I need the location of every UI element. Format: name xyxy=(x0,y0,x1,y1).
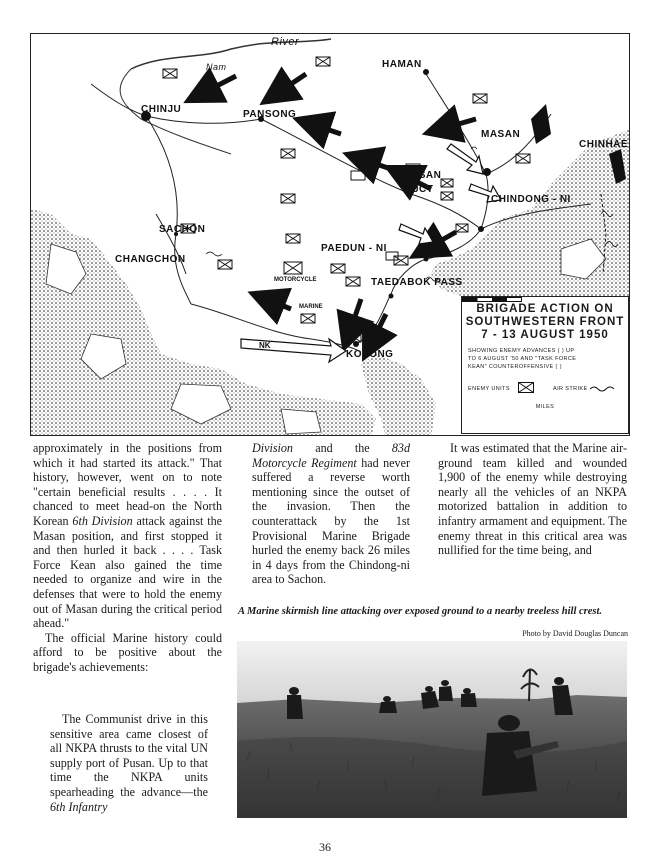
page-number: 36 xyxy=(319,840,331,854)
haman-label: HAMAN xyxy=(382,59,422,70)
map-legend xyxy=(461,296,629,434)
river-label: River xyxy=(271,36,300,48)
kosong-label: KOSONG xyxy=(346,349,394,360)
photo-caption: A Marine skirmish line attacking over exposed ground to a nearby treeless hill crest. xyxy=(238,606,603,617)
text-column-1 xyxy=(33,441,222,675)
photo-credit: Photo by David Douglas Duncan xyxy=(522,629,628,638)
legend-air-strike: AIR STRIKE xyxy=(553,386,588,392)
tosan-label: TOSAN xyxy=(404,170,442,181)
scale-bar xyxy=(462,297,522,303)
paragraph: approximately in the positions from which it had started its attack." That history, however, went on to note "certain beneficial results . . . . It chanced to meet head-on the North Korean 6th Division attack against the Masan position, and first stopped it and then hurled it back . . . . Task Force Kean also gained the time needed to organize and wire in the defenses that were to hold the enemy out of Masan during the critical period ahead." xyxy=(33,441,222,631)
taedabok-pass-label: TAEDABOK PASS xyxy=(371,277,463,288)
marine-label: MARINE xyxy=(299,304,323,310)
legend-showing-3: KEAN" COUNTEROFFENSIVE ( ) xyxy=(468,364,562,370)
legend-title-3: 7 - 13 AUGUST 1950 xyxy=(481,329,609,341)
skirmish-line-photo xyxy=(237,641,627,818)
chinju-label: CHINJU xyxy=(141,104,182,115)
paedun-ni-label: PAEDUN - NI xyxy=(321,243,387,254)
jct-label: JCT xyxy=(413,184,434,195)
chinhae-label: CHINHAE xyxy=(579,139,629,150)
nam-label: Nam xyxy=(206,62,227,72)
legend-title-1: BRIGADE ACTION ON xyxy=(476,303,614,315)
nk-label: NK xyxy=(259,341,271,350)
paragraph: The official Marine history could afford to be positive about the brigade's achievements: xyxy=(33,630,222,674)
text-column-3: It was estimated that the Marine air-ground team killed and wounded 1,900 of the enemy while destroying nearly all the vehicles of an NKPA motorized battalion in addition to infantry armament and equipment. The enemy threat in this critical area was nullified for the time being, and xyxy=(438,441,627,558)
air-strike-symbol xyxy=(590,385,620,393)
sachon-label: SACHON xyxy=(159,224,206,235)
legend-showing-1: SHOWING ENEMY ADVANCES ( ) UP xyxy=(468,348,575,354)
motorcycle-label: MOTORCYCLE xyxy=(274,277,317,283)
masan-label: MASAN xyxy=(481,129,521,140)
legend-enemy-units: ENEMY UNITS xyxy=(468,386,510,392)
legend-showing-2: TO 6 AUGUST '50 AND "TASK FORCE xyxy=(468,356,577,362)
chindong-ni-label: CHINDONG - NI xyxy=(491,194,571,205)
photograph xyxy=(237,641,627,818)
text-column-2: Division and the 83d Motorcycle Regiment had never suffered a reverse worth mentioning since the outset of the invasion. Then the counterattack by the 1st Provisional Marine Brigade hurled the enemy back 26 miles in 4 days from the Chindong-ni area to Sachon. xyxy=(252,441,410,587)
changchon-label: CHANGCHON xyxy=(115,254,186,265)
campaign-map xyxy=(30,33,630,436)
enemy-unit-symbol xyxy=(518,382,534,393)
pansong-label: PANSONG xyxy=(243,109,297,120)
legend-title-2: SOUTHWESTERN FRONT xyxy=(465,316,625,328)
legend-miles: MILES xyxy=(535,404,555,410)
block-quote: The Communist drive in this sensitive area came closest of all NKPA thrusts to the vital UN supply port of Pusan. Up to that time the NKPA units spearheading the advance—the 6th Infantry xyxy=(50,712,208,814)
